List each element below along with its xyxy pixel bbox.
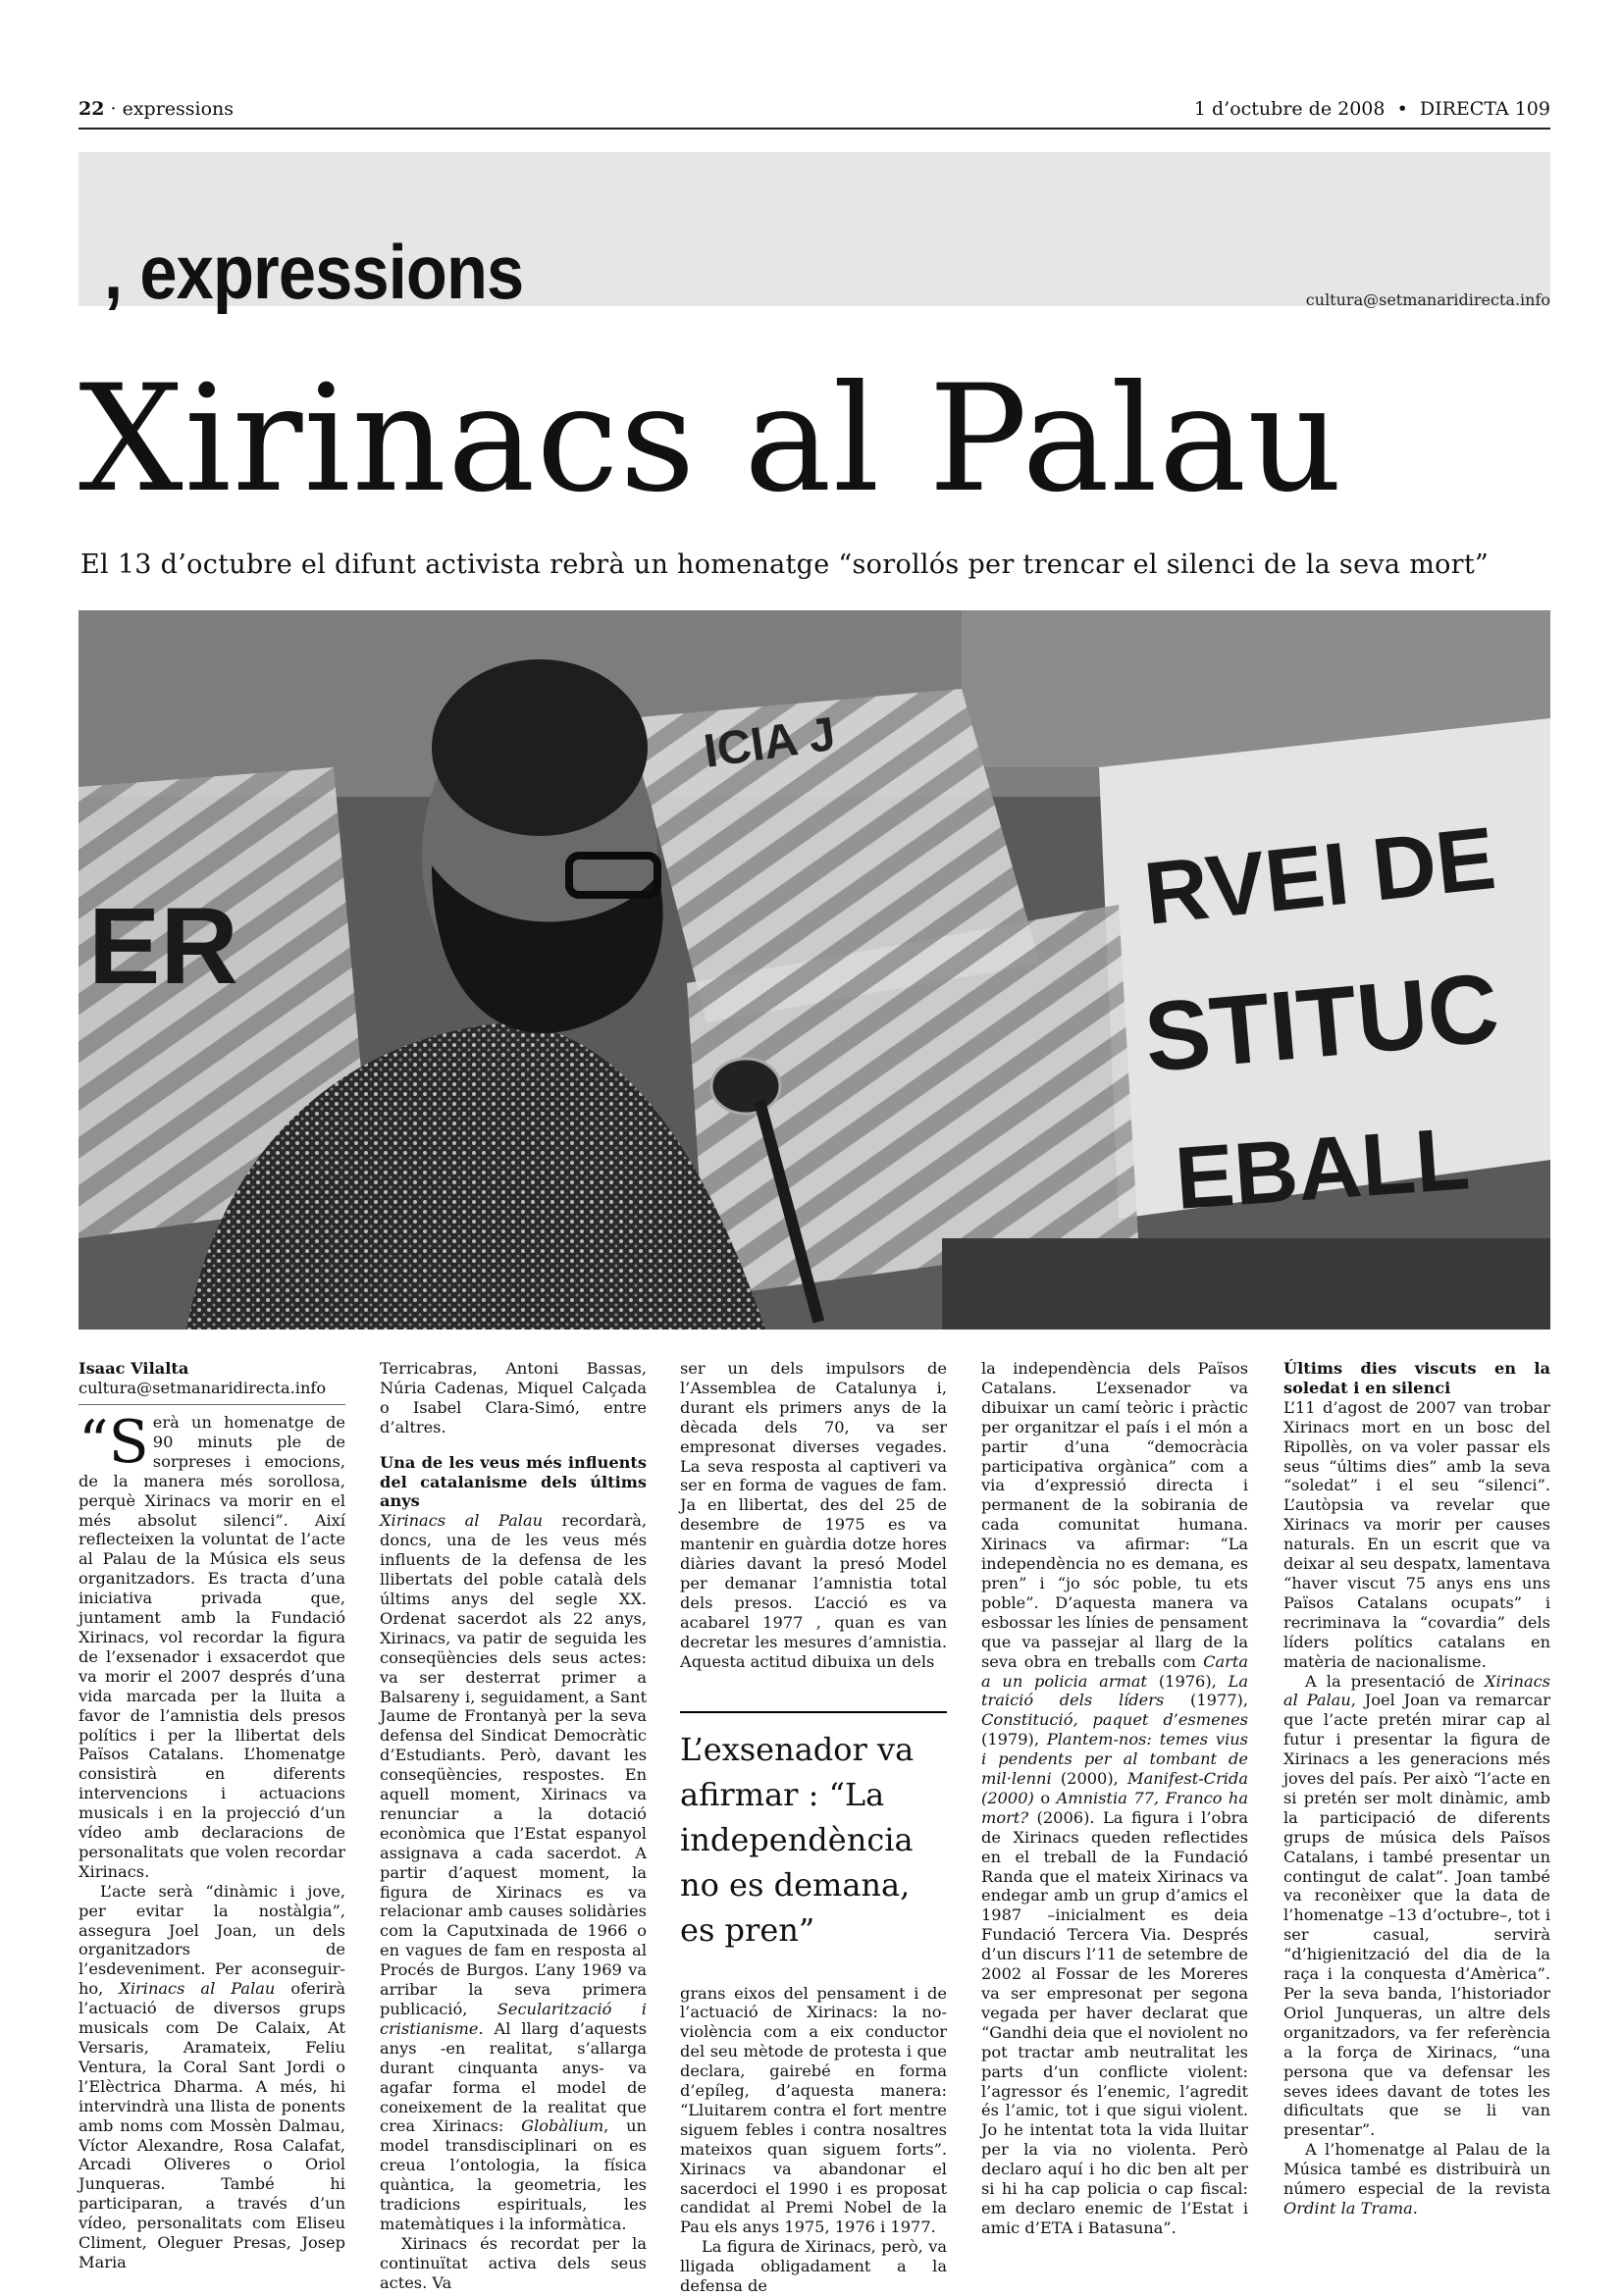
section-title: , expressions (104, 229, 524, 315)
issue-info: 1 d’octubre de 2008 • DIRECTA 109 (1193, 98, 1550, 120)
paragraph: erà un homenatge de 90 minuts ple de sorpreses i emocions, de la manera més sorollosa, perquè Xirinacs va morir en el més absolut silenci”. Així reflecteixen la voluntat de l’acte al Palau de la Música els seus organitzadors. Es tracta d’una iniciativa privada que, juntament amb la Fundació Xirinacs, vol recordar la figura de l’exsenador i exsacerdot que va morir el 2007 després d’una vida marcada per la lluita a favor de l’amnistia dels presos polítics i per la llibertat dels Països Catalans. L’homenatge consistirà en diferents intervencions i actuacions musicals i en la projecció d’un vídeo amb declaracions de personalitats que volen recordar Xirinacs. (78, 1413, 345, 1881)
banner-text-1: ICIA J (701, 707, 839, 778)
paragraph: grans eixos del pensament i de l’actuació de Xirinacs: la no-violència com a eix conductor del seu mètode de protesta i que declara, gairebé en forma d’epíleg, d’aquesta manera: “Lluitarem contra el fort mentre siguem febles i contra nosaltres mateixos quan siguem forts”. Xirinacs va abandonar el sacerdoci el 1990 i es proposat candidat al Premi Nobel de la Pau els anys 1975, 1976 i 1977. (680, 1983, 947, 2237)
banner-text-2: ER (88, 886, 238, 1007)
section-name: expressions (122, 98, 235, 120)
paragraph: A l’homenatge al Palau de la Música també es distribuirà un número especial de la revista Ordint la Trama. (1283, 2140, 1550, 2218)
drop-cap: “S (78, 1408, 149, 1477)
article-column-3 (680, 1359, 947, 2296)
paragraph: la independència dels Països Catalans. L’exsenador va dibuixar un camí teòric i pràctic per organitzar el país i el món a partir d’una “democràcia participativa orgànica” com a via d’expressió directa i permanent de la sobirania de cada comunitat humana. Xirinacs va afirmar: “La independència no es demana, es pren” i “jo sóc poble, tu ets poble”. D’aquesta manera va esbossar les línies de pensament que va passejar al llarg de la seva obra en treballs com Carta a un policia armat (1976), La traició dels líders (1977), Constitució, paquet d’esmenes (1979), Plantem-nos: temes vius i pendents per al tombant de mil·lenni (2000), Manifest-Crida (2000) o Amnistia 77, Franco ha mort? (2006). La figura i l’obra de Xirinacs queden reflectides en el treball de la Fundació Randa que el mateix Xirinacs va endegar amb un grup d’amics el 1987 –inicialment es deia Fundació Tercera Via. Després d’un discurs l’11 de setembre de 2002 al Fossar de les Moreres va ser empresonat per segona vegada per haver declarat que “Gandhi deia que el noviolent no pot tractar amb neutralitat les parts d’un conflicte violent: l’agressor és l’enemic, l’agredit és l’amic, tot i que sigui violent. Jo he intentat tota la vida lluitar per la via no violenta. Però declaro aquí i ho dic ben alt per si hi ha cap policia o cap fiscal: em declaro enemic de l’Estat i amic d’ETA i Batasuna”. (981, 1359, 1248, 2237)
paragraph: ser un dels impulsors de l’Assemblea de Catalunya i, durant els primers anys de la dècada dels 70, va ser empresonat diverses vegades. La seva resposta al captiveri va ser en forma de vagues de fam. Ja en llibertat, des del 25 de desembre de 1975 es va mantenir en guàrdia dotze hores diàries davant la presó Model per demanar l’amnistia total dels presos. L’acció es va acabarel 1977 , quan es van decretar les mesures d’amnistia. Aquesta actitud dibuixa un dels (680, 1359, 947, 1671)
lead-photo (78, 610, 1550, 1330)
author-email[interactable]: cultura@setmanaridirecta.info (78, 1379, 327, 1397)
running-header (78, 94, 1550, 130)
banner-text-5: EBALL (1172, 1110, 1473, 1228)
byline (78, 1359, 345, 1405)
paragraph: La figura de Xirinacs, però, va lligada obligadament a la defensa de (680, 2237, 947, 2296)
article-column-1 (78, 1359, 345, 2272)
author-name: Isaac Vilalta (78, 1359, 189, 1378)
photo-illustration (78, 610, 1550, 1330)
headline: Xirinacs al Palau (78, 354, 1343, 525)
article-column-5 (1283, 1359, 1550, 2218)
article-column-4 (981, 1359, 1248, 2238)
paragraph: A la presentació de Xirinacs al Palau, Joel Joan va remarcar que l’acte pretén mirar cap al futur i presentar la figura de Xirinacs a les generacions més joves del país. Per això “l’acte en si pretén ser molt dinàmic, amb la participació de diferents grups de música dels Països Catalans, i també presentar un contingut de calat”. Joan també va reconèixer que la data de l’homenatge –13 d’octubre–, tot i ser casual, servirà “d’higienització del dia de la raça i la conquesta d’Amèrica”. Per la seva banda, l’historiador Oriol Junqueras, un altre dels organitzadors, va fer referència a la força de Xirinacs, “una persona que va defensar les seves idees davant de totes les dificultats que se li van presentar”. (1283, 1671, 1550, 2140)
subhead: Últims dies viscuts en la soledat i en silenci (1283, 1359, 1550, 1397)
subhead: Una de les veus més influents del catalanisme dels últims anys (380, 1452, 647, 1511)
page-folio: 22 · expressions (78, 98, 235, 120)
subheadline: El 13 d’octubre el difunt activista rebrà un homenatge “sorollós per trencar el silenci de la seva mort” (80, 549, 1490, 580)
paragraph: Xirinacs és recordat per la continuïtat activa dels seus actes. Va (380, 2233, 647, 2292)
banner-text-4: STITUC (1140, 952, 1503, 1093)
paragraph: L’11 d’agost de 2007 van trobar Xirinacs mort en un bosc del Ripollès, on va voler passar els seus “últims dies” amb la seva “soledat” i el seu “silenci”. L’autòpsia va revelar que Xirinacs va morir per causes naturals. En un escrit que va deixar al seu despatx, lamentava “haver viscut 75 anys ens uns Països Catalans ocupats” i recriminava la “covardia” dels líders polítics catalans en matèria de nacionalisme. (1283, 1397, 1550, 1671)
page-number: 22 (78, 98, 105, 120)
paragraph: Xirinacs al Palau recordarà, doncs, una de les veus més influents de la defensa de les llibertats del poble català dels últims anys del segle XX. Ordenat sacerdot als 22 anys, Xirinacs, va patir de seguida les conseqüències dels seus actes: va ser desterrat primer a Balsareny i, seguidament, a Sant Jaume de Frontanyà per la seva defensa del Sindicat Democràtic d’Estudiants. Però, davant les conseqüències, respostes. En aquell moment, Xirinacs va renunciar a la dotació econòmica que l’Estat espanyol assignava a cada sacerdot. A partir d’aquest moment, la figura de Xirinacs es va relacionar amb causes solidàries com la Caputxinada de 1966 o en vagues de fam en resposta al Procés de Burgos. L’any 1969 va arribar la seva primera publicació, Secularització i cristianisme. Al llarg d’aquests anys -en realitat, s’allarga durant cinquanta anys- va agafar forma el model de coneixement de la realitat que crea Xirinacs: Globàlium, un model transdisciplinari on es creua l’ontologia, la física quàntica, la geometria, les tradicions espirituals, les matemàtiques i la informàtica. (380, 1511, 647, 2233)
pull-quote: L’exsenador va afirmar : “La independència no es demana, es pren” (680, 1711, 947, 1953)
article-body (78, 1359, 1550, 2296)
publication-name: DIRECTA 109 (1419, 98, 1550, 120)
article-column-2 (380, 1359, 647, 2293)
paragraph: L’acte serà “dinàmic i jove, per evitar la nostàlgia”, assegura Joel Joan, un dels organitzadors de l’esdeveniment. Per aconseguir-ho, Xirinacs al Palau oferirà l’actuació de diversos grups musicals com De Calaix, At Versaris, Aramateix, Feliu Ventura, la Coral Sant Jordi o l’Elèctrica Dharma. A més, hi intervindrà una llista de ponents amb noms com Mossèn Dalmau, Víctor Alexandre, Rosa Calafat, Arcadi Oliveres o Oriol Junqueras. També hi participaran, a través d’un vídeo, personalitats com Eliseu Climent, Oleguer Presas, Josep Maria (78, 1881, 345, 2271)
issue-date: 1 d’octubre de 2008 (1193, 98, 1386, 120)
banner-text-3: RVEI DE (1139, 809, 1500, 944)
section-email[interactable]: cultura@setmanaridirecta.info (1305, 290, 1550, 309)
paragraph: Terricabras, Antoni Bassas, Núria Cadenas, Miquel Calçada o Isabel Clara-Simó, entre d’altres. (380, 1359, 647, 1436)
